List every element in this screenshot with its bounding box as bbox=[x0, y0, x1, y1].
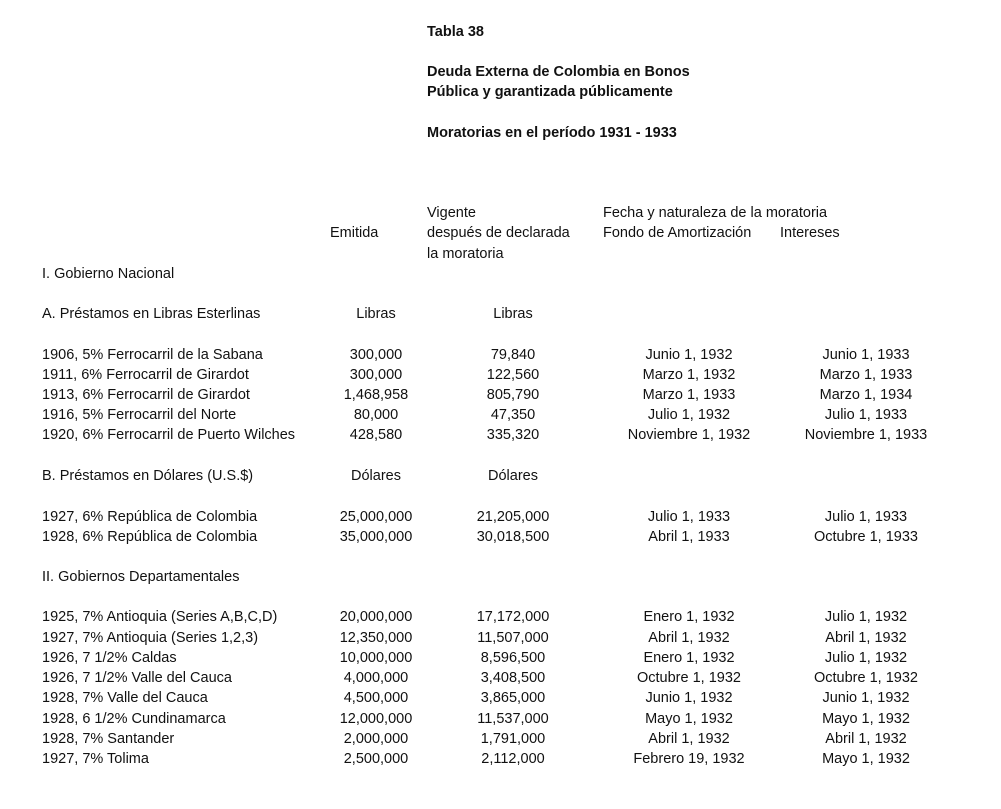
row-vigente: 47,350 bbox=[490, 407, 536, 423]
table-title-line2: Pública y garantizada públicamente bbox=[427, 84, 673, 100]
row-name: 1927, 6% República de Colombia bbox=[42, 509, 258, 525]
row-name: 1928, 7% Santander bbox=[42, 731, 175, 747]
row-intereses: Mayo 1, 1932 bbox=[822, 751, 910, 767]
column-header-vigente-3: la moratoria bbox=[427, 246, 504, 262]
unit-vigente-libras: Libras bbox=[493, 306, 533, 322]
row-emitida: 25,000,000 bbox=[339, 509, 413, 525]
row-intereses: Junio 1, 1933 bbox=[822, 347, 910, 363]
row-vigente: 8,596,500 bbox=[480, 650, 546, 666]
row-fondo: Enero 1, 1932 bbox=[643, 650, 735, 666]
row-emitida: 300,000 bbox=[349, 367, 403, 383]
row-emitida: 80,000 bbox=[353, 407, 399, 423]
row-fondo: Octubre 1, 1932 bbox=[637, 670, 741, 686]
row-intereses: Julio 1, 1932 bbox=[824, 650, 908, 666]
row-intereses: Noviembre 1, 1933 bbox=[804, 427, 928, 443]
section-title-gobiernos-departamentales: II. Gobiernos Departamentales bbox=[42, 569, 240, 585]
row-intereses: Marzo 1, 1933 bbox=[819, 367, 913, 383]
column-header-fecha-group: Fecha y naturaleza de la moratoria bbox=[603, 205, 828, 221]
column-header-intereses: Intereses bbox=[780, 225, 840, 241]
row-vigente: 11,507,000 bbox=[477, 630, 549, 646]
row-name: 1928, 6% República de Colombia bbox=[42, 529, 258, 545]
row-name: 1906, 5% Ferrocarril de la Sabana bbox=[42, 347, 263, 363]
row-vigente: 805,790 bbox=[486, 387, 540, 403]
row-fondo: Marzo 1, 1933 bbox=[642, 387, 736, 403]
row-emitida: 1,468,958 bbox=[343, 387, 409, 403]
row-intereses: Mayo 1, 1932 bbox=[822, 711, 910, 727]
unit-emitida-libras: Libras bbox=[356, 306, 396, 322]
row-emitida: 35,000,000 bbox=[339, 529, 413, 545]
column-header-emitida: Emitida bbox=[330, 225, 379, 241]
row-emitida: 4,500,000 bbox=[343, 690, 409, 706]
row-vigente: 11,537,000 bbox=[477, 711, 549, 727]
row-emitida: 2,500,000 bbox=[343, 751, 409, 767]
unit-vigente-dolares: Dólares bbox=[488, 468, 538, 484]
row-fondo: Marzo 1, 1932 bbox=[642, 367, 736, 383]
row-vigente: 1,791,000 bbox=[480, 731, 546, 747]
row-name: 1911, 6% Ferrocarril de Girardot bbox=[42, 367, 249, 383]
table-title-line1: Deuda Externa de Colombia en Bonos bbox=[427, 64, 690, 80]
row-name: 1913, 6% Ferrocarril de Girardot bbox=[42, 387, 250, 403]
row-fondo: Julio 1, 1933 bbox=[647, 509, 731, 525]
row-name: 1928, 6 1/2% Cundinamarca bbox=[42, 711, 226, 727]
row-intereses: Marzo 1, 1934 bbox=[819, 387, 913, 403]
row-emitida: 4,000,000 bbox=[343, 670, 409, 686]
row-vigente: 3,865,000 bbox=[480, 690, 546, 706]
table-number: Tabla 38 bbox=[427, 24, 484, 40]
row-intereses: Junio 1, 1932 bbox=[822, 690, 910, 706]
row-fondo: Enero 1, 1932 bbox=[643, 609, 735, 625]
row-emitida: 428,580 bbox=[349, 427, 403, 443]
row-emitida: 2,000,000 bbox=[343, 731, 409, 747]
row-fondo: Febrero 19, 1932 bbox=[633, 751, 745, 767]
subsection-title-libras: A. Préstamos en Libras Esterlinas bbox=[42, 306, 261, 322]
row-fondo: Abril 1, 1933 bbox=[648, 529, 730, 545]
row-fondo: Junio 1, 1932 bbox=[645, 690, 733, 706]
row-emitida: 12,350,000 bbox=[339, 630, 413, 646]
row-intereses: Octubre 1, 1933 bbox=[814, 529, 918, 545]
row-name: 1926, 7 1/2% Valle del Cauca bbox=[42, 670, 232, 686]
row-name: 1927, 7% Tolima bbox=[42, 751, 149, 767]
row-name: 1925, 7% Antioquia (Series A,B,C,D) bbox=[42, 609, 278, 625]
row-vigente: 335,320 bbox=[486, 427, 540, 443]
row-name: 1926, 7 1/2% Caldas bbox=[42, 650, 177, 666]
row-emitida: 20,000,000 bbox=[339, 609, 413, 625]
row-fondo: Mayo 1, 1932 bbox=[645, 711, 733, 727]
row-vigente: 30,018,500 bbox=[476, 529, 550, 545]
column-header-vigente-2: después de declarada bbox=[427, 225, 570, 241]
row-vigente: 79,840 bbox=[490, 347, 536, 363]
column-header-fondo: Fondo de Amortización bbox=[603, 225, 752, 241]
section-title-gobierno-nacional: I. Gobierno Nacional bbox=[42, 266, 175, 282]
row-fondo: Julio 1, 1932 bbox=[647, 407, 731, 423]
row-intereses: Abril 1, 1932 bbox=[825, 731, 907, 747]
row-emitida: 12,000,000 bbox=[339, 711, 413, 727]
unit-emitida-dolares: Dólares bbox=[351, 468, 401, 484]
row-name: 1916, 5% Ferrocarril del Norte bbox=[42, 407, 237, 423]
row-intereses: Julio 1, 1933 bbox=[824, 407, 908, 423]
row-name: 1927, 7% Antioquia (Series 1,2,3) bbox=[42, 630, 259, 646]
row-emitida: 300,000 bbox=[349, 347, 403, 363]
row-fondo: Abril 1, 1932 bbox=[648, 731, 730, 747]
table-subtitle: Moratorias en el período 1931 - 1933 bbox=[427, 125, 677, 141]
row-intereses: Julio 1, 1932 bbox=[824, 609, 908, 625]
row-vigente: 3,408,500 bbox=[480, 670, 546, 686]
row-intereses: Abril 1, 1932 bbox=[825, 630, 907, 646]
column-header-vigente-1: Vigente bbox=[427, 205, 476, 221]
row-name: 1928, 7% Valle del Cauca bbox=[42, 690, 208, 706]
row-vigente: 2,112,000 bbox=[481, 751, 545, 767]
row-vigente: 122,560 bbox=[486, 367, 540, 383]
row-intereses: Octubre 1, 1932 bbox=[814, 670, 918, 686]
row-emitida: 10,000,000 bbox=[339, 650, 413, 666]
row-fondo: Noviembre 1, 1932 bbox=[627, 427, 751, 443]
row-fondo: Abril 1, 1932 bbox=[648, 630, 730, 646]
row-intereses: Julio 1, 1933 bbox=[824, 509, 908, 525]
row-name: 1920, 6% Ferrocarril de Puerto Wilches bbox=[42, 427, 296, 443]
subsection-title-dolares: B. Préstamos en Dólares (U.S.$) bbox=[42, 468, 254, 484]
row-vigente: 17,172,000 bbox=[476, 609, 550, 625]
row-vigente: 21,205,000 bbox=[476, 509, 550, 525]
row-fondo: Junio 1, 1932 bbox=[645, 347, 733, 363]
